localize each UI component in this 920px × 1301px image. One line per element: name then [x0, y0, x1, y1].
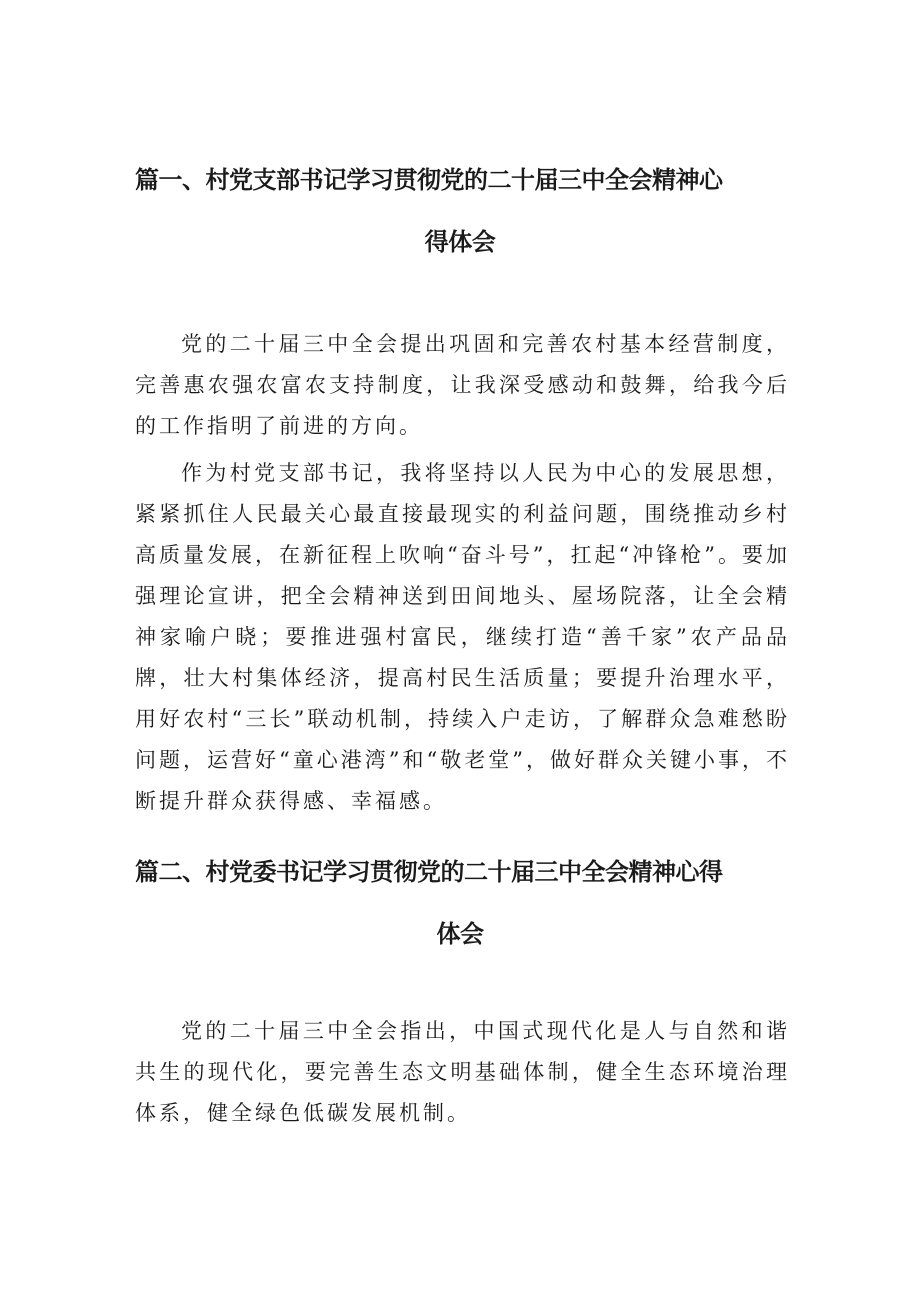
- section-2-title-line-1: 篇二、村党委书记学习贯彻党的二十届三中全会精神心得: [135, 858, 723, 886]
- section-1-title-line-2: 得体会: [424, 228, 496, 256]
- section-1-title-line-1: 篇一、村党支部书记学习贯彻党的二十届三中全会精神心: [135, 166, 723, 194]
- section-2-title-line-2: 体会: [436, 920, 484, 948]
- section-2-title: [135, 860, 785, 946]
- section-1-paragraph-2: 作为村党支部书记，我将坚持以人民为中心的发展思想，紧紧抓住人民最关心最直接最现实的利益问题，围绕推动乡村高质量发展，在新征程上吹响“奋斗号”，扛起“冲锋枪”。要加强理论宣讲，把全会精神送到田间地头、屋场院落，让全会精神家喻户晓；要推进强村富民，继续打造“善千家”农产品品牌，壮大村集体经济，提高村民生活质量；要提升治理水平，用好农村“三长”联动机制，持续入户走访，了解群众急难愁盼问题，运营好“童心港湾”和“敬老堂”，做好群众关键小事，不断提升群众获得感、幸福感。: [135, 461, 790, 813]
- section-1-paragraph-1: 党的二十届三中全会提出巩固和完善农村基本经营制度，完善惠农强农富农支持制度，让我深受感动和鼓舞，给我今后的工作指明了前进的方向。: [135, 332, 790, 438]
- section-2-paragraph-1: 党的二十届三中全会指出，中国式现代化是人与自然和谐共生的现代化，要完善生态文明基础体制，健全生态环境治理体系，健全绿色低碳发展机制。: [135, 1019, 790, 1125]
- section-1-title: [135, 168, 785, 254]
